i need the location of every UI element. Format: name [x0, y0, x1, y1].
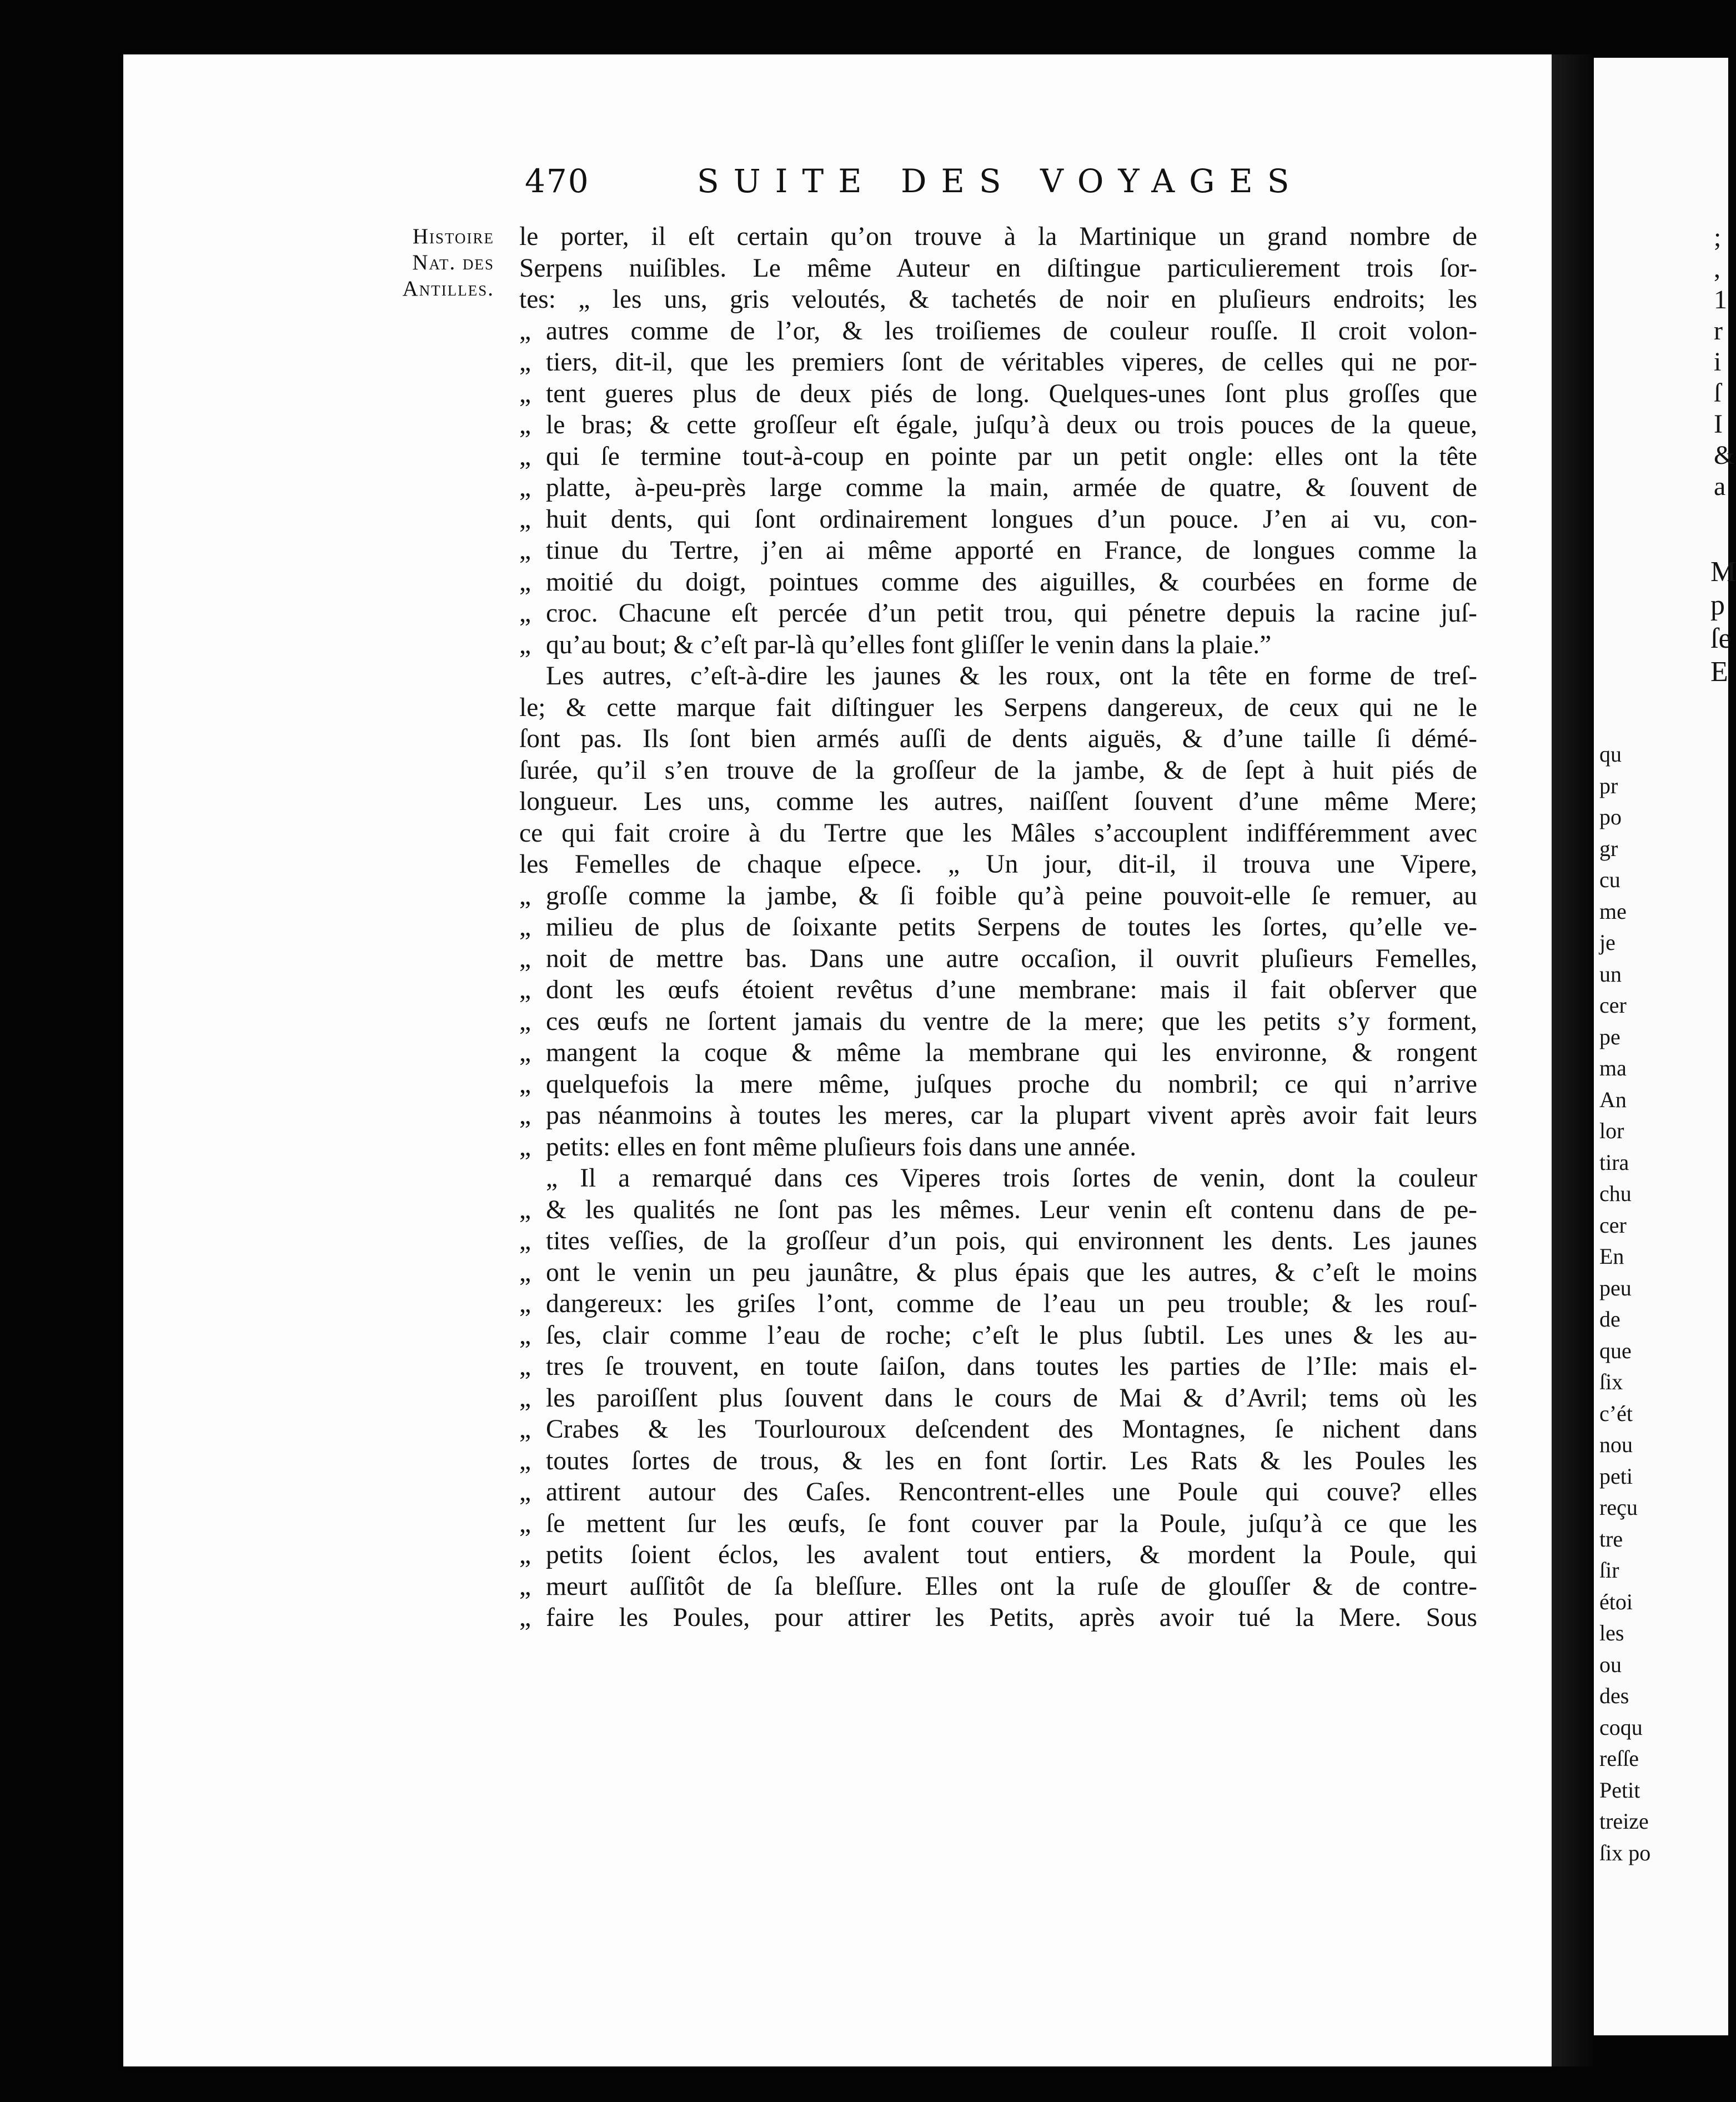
facing-fragment: peu: [1599, 1275, 1632, 1300]
text-line-content: qu’au bout; & c’eſt par-là qu’elles font gliſſer le venin dans la plaie.”: [546, 630, 1272, 659]
text-line: [519, 1539, 1477, 1571]
facing-fragment: An: [1599, 1087, 1627, 1112]
facing-fragment: de: [1599, 1307, 1620, 1332]
facing-fragment: c’ét: [1599, 1400, 1633, 1426]
body-text: [519, 221, 1477, 1634]
facing-fragment: ſix: [1599, 1369, 1623, 1394]
text-line-content: qui ſe termine tout-à-coup en pointe par un petit ongle: elles ont la tête: [546, 442, 1477, 471]
text-line-content: meurt auſſitôt de ſa bleſſure. Elles ont la ruſe de glouſſer & de contre-: [546, 1572, 1477, 1601]
book-gutter: [1552, 54, 1594, 2066]
text-line: [519, 755, 1477, 787]
text-line: [519, 1163, 1477, 1194]
text-line-content: le; & cette marque fait diſtinguer les Serpens dangereux, de ceux qui ne le: [519, 693, 1477, 722]
text-line-content: les Femelles de chaque eſpece. „ Un jour, dit-il, il trouva une Vipere,: [519, 850, 1477, 879]
facing-fragment: pe: [1599, 1024, 1620, 1049]
text-line-content: platte, à-peu-près large comme la main, armée de quatre, & ſouvent de: [546, 473, 1477, 502]
facing-fragment: ou: [1599, 1651, 1622, 1677]
text-line: [519, 723, 1477, 755]
text-line: [519, 849, 1477, 880]
facing-fragment: des: [1599, 1683, 1629, 1708]
facing-page-fragment: [1599, 739, 1727, 1869]
facing-fragment: ma: [1599, 1055, 1627, 1080]
text-line-content: ont le venin un peu jaunâtre, & plus épais que les autres, & c’eſt le moins: [546, 1258, 1477, 1287]
text-line-content: milieu de plus de ſoixante petits Serpens de toutes les ſortes, qu’elle ve-: [546, 913, 1477, 942]
text-line: [519, 786, 1477, 818]
text-line-content: „ Il a remarqué dans ces Viperes trois ſortes de venin, dont la couleur: [546, 1164, 1477, 1193]
facing-fragment: ſe: [1710, 623, 1732, 654]
facing-fragment: qu: [1599, 742, 1622, 767]
text-line: [519, 535, 1477, 567]
text-line: [519, 1006, 1477, 1038]
text-line: [519, 472, 1477, 504]
text-line-content: attirent autour des Caſes. Rencontrent-elles une Poule qui couve? elles: [546, 1478, 1477, 1507]
text-line: [519, 1194, 1477, 1226]
facing-fragment: i: [1714, 347, 1722, 377]
facing-fragment: je: [1599, 930, 1615, 955]
text-line: [519, 692, 1477, 724]
facing-fragment: Petit: [1599, 1777, 1640, 1803]
facing-fragment: me: [1599, 898, 1627, 924]
text-line-content: les paroiſſent plus ſouvent dans le cours de Mai & d’Avril; tems où les: [546, 1383, 1477, 1413]
text-line-content: Serpens nuiſibles. Le même Auteur en diſtingue particulierement trois ſor-: [519, 253, 1477, 283]
text-line-content: ſont pas. Ils ſont bien armés auſſi de dents aiguës, & d’une taille ſi démé-: [519, 724, 1477, 753]
facing-fragment: po: [1599, 804, 1622, 829]
text-line: [519, 409, 1477, 441]
facing-fragment: un: [1599, 961, 1622, 987]
text-line: [519, 880, 1477, 912]
facing-fragment: M: [1710, 556, 1736, 588]
facing-fragment: lor: [1599, 1118, 1624, 1143]
facing-fragment: nou: [1599, 1432, 1633, 1457]
facing-fragment: que: [1599, 1338, 1632, 1363]
page-header: [525, 162, 1480, 212]
facing-fragment: ,: [1714, 254, 1720, 283]
margin-note-line: Histoire: [412, 224, 494, 248]
facing-fragment: étoi: [1599, 1589, 1633, 1614]
text-line: [519, 1383, 1477, 1414]
text-line: [519, 347, 1477, 378]
text-line-content: faire les Poules, pour attirer les Petits, après avoir tué la Mere. Sous: [546, 1603, 1477, 1632]
text-line-content: toutes ſortes de trous, & les en font ſortir. Les Rats & les Poules les: [546, 1446, 1477, 1475]
text-line: [519, 660, 1477, 692]
text-line: [519, 504, 1477, 535]
margin-note: [365, 223, 494, 302]
text-line: [519, 1414, 1477, 1445]
facing-fragment: cer: [1599, 993, 1627, 1018]
facing-fragment: r: [1714, 316, 1723, 346]
text-line: [519, 441, 1477, 473]
facing-fragment: ſ: [1714, 378, 1722, 408]
text-line: [519, 1477, 1477, 1508]
text-line: [519, 316, 1477, 347]
text-line: [519, 818, 1477, 849]
text-line: [519, 1288, 1477, 1320]
text-line-content: ſe mettent ſur les œufs, ſe font couver par la Poule, juſqu’à ce que les: [546, 1509, 1477, 1538]
text-line-content: tites veſſies, de la groſſeur d’un pois, qui environnent les dents. Les jaunes: [546, 1227, 1477, 1255]
text-line: [519, 1602, 1477, 1634]
text-line: [519, 1225, 1477, 1257]
text-line: [519, 1069, 1477, 1100]
facing-fragment: cer: [1599, 1212, 1627, 1238]
text-line: [519, 378, 1477, 410]
facing-fragment: ſir: [1599, 1558, 1619, 1583]
facing-fragment: En: [1599, 1244, 1624, 1269]
text-line-content: ces œufs ne ſortent jamais du ventre de la mere; que les petits s’y forment,: [546, 1007, 1477, 1036]
facing-fragment: ;: [1714, 223, 1722, 252]
facing-fragment: pr: [1599, 773, 1618, 798]
text-line-content: Crabes & les Tourlouroux deſcendent des Montagnes, ſe nichent dans: [546, 1415, 1477, 1444]
text-line-content: croc. Chacune eſt percée d’un petit trou, qui pénetre depuis la racine juſ-: [546, 599, 1477, 628]
text-line-content: Les autres, c’eſt-à-dire les jaunes & les roux, ont la tête en forme de treſ-: [546, 662, 1477, 690]
margin-note-line: Antilles.: [402, 277, 494, 301]
text-line-content: dangereux: les griſes l’ont, comme de l’eau un peu trouble; & les rouſ-: [546, 1289, 1477, 1318]
text-line-content: noit de mettre bas. Dans une autre occaſion, il ouvrit pluſieurs Femelles,: [546, 944, 1477, 973]
text-line-content: petits: elles en font même pluſieurs fois dans une année.: [546, 1132, 1137, 1162]
text-line-content: pas néanmoins à toutes les meres, car la plupart vivent après avoir fait leurs: [546, 1101, 1477, 1130]
text-line: [519, 629, 1477, 661]
facing-fragment: treize: [1599, 1809, 1649, 1834]
text-line-content: longueur. Les uns, comme les autres, naiſſent ſouvent d’une même Mere;: [519, 787, 1477, 816]
text-line: [519, 1100, 1477, 1132]
facing-fragment: tre: [1599, 1526, 1623, 1552]
running-title: SUITE DES VOYAGES: [697, 162, 1304, 200]
facing-fragment: E: [1710, 656, 1728, 688]
facing-fragment: coqu: [1599, 1714, 1643, 1740]
text-line: [519, 912, 1477, 943]
text-line-content: & les qualités ne ſont pas les mêmes. Leur venin eſt contenu dans de pe-: [546, 1195, 1477, 1224]
text-line-content: mangent la coque & même la membrane qui les environne, & rongent: [546, 1038, 1477, 1067]
facing-fragment: cu: [1599, 867, 1620, 892]
text-line-content: ſes, clair comme l’eau de roche; c’eſt le plus ſubtil. Les unes & les au-: [546, 1320, 1477, 1350]
facing-fragment: p: [1710, 589, 1725, 621]
margin-note-line: Nat. des: [412, 251, 494, 274]
text-line: [519, 284, 1477, 316]
text-line-content: huit dents, qui ſont ordinairement longues d’un pouce. J’en ai vu, con-: [546, 504, 1477, 534]
facing-fragment: I: [1714, 409, 1723, 439]
facing-fragment: reſſe: [1599, 1746, 1639, 1771]
facing-fragment: ſix po: [1599, 1840, 1651, 1865]
text-line-content: moitié du doigt, pointues comme des aiguilles, & courbées en forme de: [546, 567, 1477, 597]
text-line-content: dont les œufs étoient revêtus d’une membrane: mais il fait obſerver que: [546, 975, 1477, 1004]
text-line-content: quelquefois la mere même, juſques proche du nombril; ce qui n’arrive: [546, 1069, 1477, 1099]
text-line: [519, 1037, 1477, 1069]
text-line-content: ce qui fait croire à du Tertre que les Mâles s’accouplent indifféremment avec: [519, 818, 1477, 848]
text-line: [519, 253, 1477, 284]
facing-fragment: chu: [1599, 1181, 1632, 1206]
text-line: [519, 221, 1477, 253]
text-line-content: petits ſoient éclos, les avalent tout entiers, & mordent la Poule, qui: [546, 1540, 1477, 1569]
text-line: [519, 1132, 1477, 1163]
text-line-content: tes: „ les uns, gris veloutés, & tachetés de noir en pluſieurs endroits; les: [519, 285, 1477, 314]
text-line-content: tent gueres plus de deux piés de long. Quelques-unes ſont plus groſſes que: [546, 379, 1477, 408]
text-line-content: ſurée, qu’il s’en trouve de la groſſeur de la jambe, & de ſept à huit piés de: [519, 755, 1477, 785]
text-line: [519, 974, 1477, 1006]
page-number: 470: [525, 162, 590, 200]
facing-fragment: tira: [1599, 1149, 1629, 1175]
text-line: [519, 943, 1477, 975]
facing-fragment: &: [1714, 441, 1735, 470]
text-line: [519, 1257, 1477, 1289]
text-line: [519, 1508, 1477, 1540]
text-line: [519, 598, 1477, 629]
text-line-content: autres comme de l’or, & les troiſiemes de couleur rouſſe. Il croit volon-: [546, 316, 1477, 346]
facing-fragment: gr: [1599, 835, 1618, 861]
text-line-content: tinue du Tertre, j’en ai même apporté en France, de longues comme la: [546, 536, 1477, 565]
text-line: [519, 1351, 1477, 1383]
text-line: [519, 1445, 1477, 1477]
text-line: [519, 1320, 1477, 1352]
facing-fragment: a: [1714, 472, 1726, 501]
text-line: [519, 1571, 1477, 1603]
text-line-content: le porter, il eſt certain qu’on trouve à la Martinique un grand nombre de: [519, 222, 1477, 251]
facing-fragment: reçu: [1599, 1495, 1638, 1520]
text-line-content: tres ſe trouvent, en toute ſaiſon, dans toutes les parties de l’Ile: mais el-: [546, 1352, 1477, 1381]
text-line: [519, 567, 1477, 598]
facing-fragment: les: [1599, 1620, 1624, 1645]
text-line-content: le bras; & cette groſſeur eſt égale, juſqu’à deux ou trois pouces de la queue,: [546, 411, 1477, 439]
text-line-content: tiers, dit-il, que les premiers ſont de véritables viperes, de celles qui ne por-: [546, 348, 1477, 377]
facing-page-fragment-mid: [1710, 555, 1736, 689]
text-line-content: groſſe comme la jambe, & ſi foible qu’à peine pouvoit-elle ſe remuer, au: [546, 881, 1477, 910]
facing-page-fragment-top: [1714, 222, 1735, 502]
facing-fragment: peti: [1599, 1463, 1633, 1489]
facing-fragment: 1: [1714, 285, 1727, 314]
